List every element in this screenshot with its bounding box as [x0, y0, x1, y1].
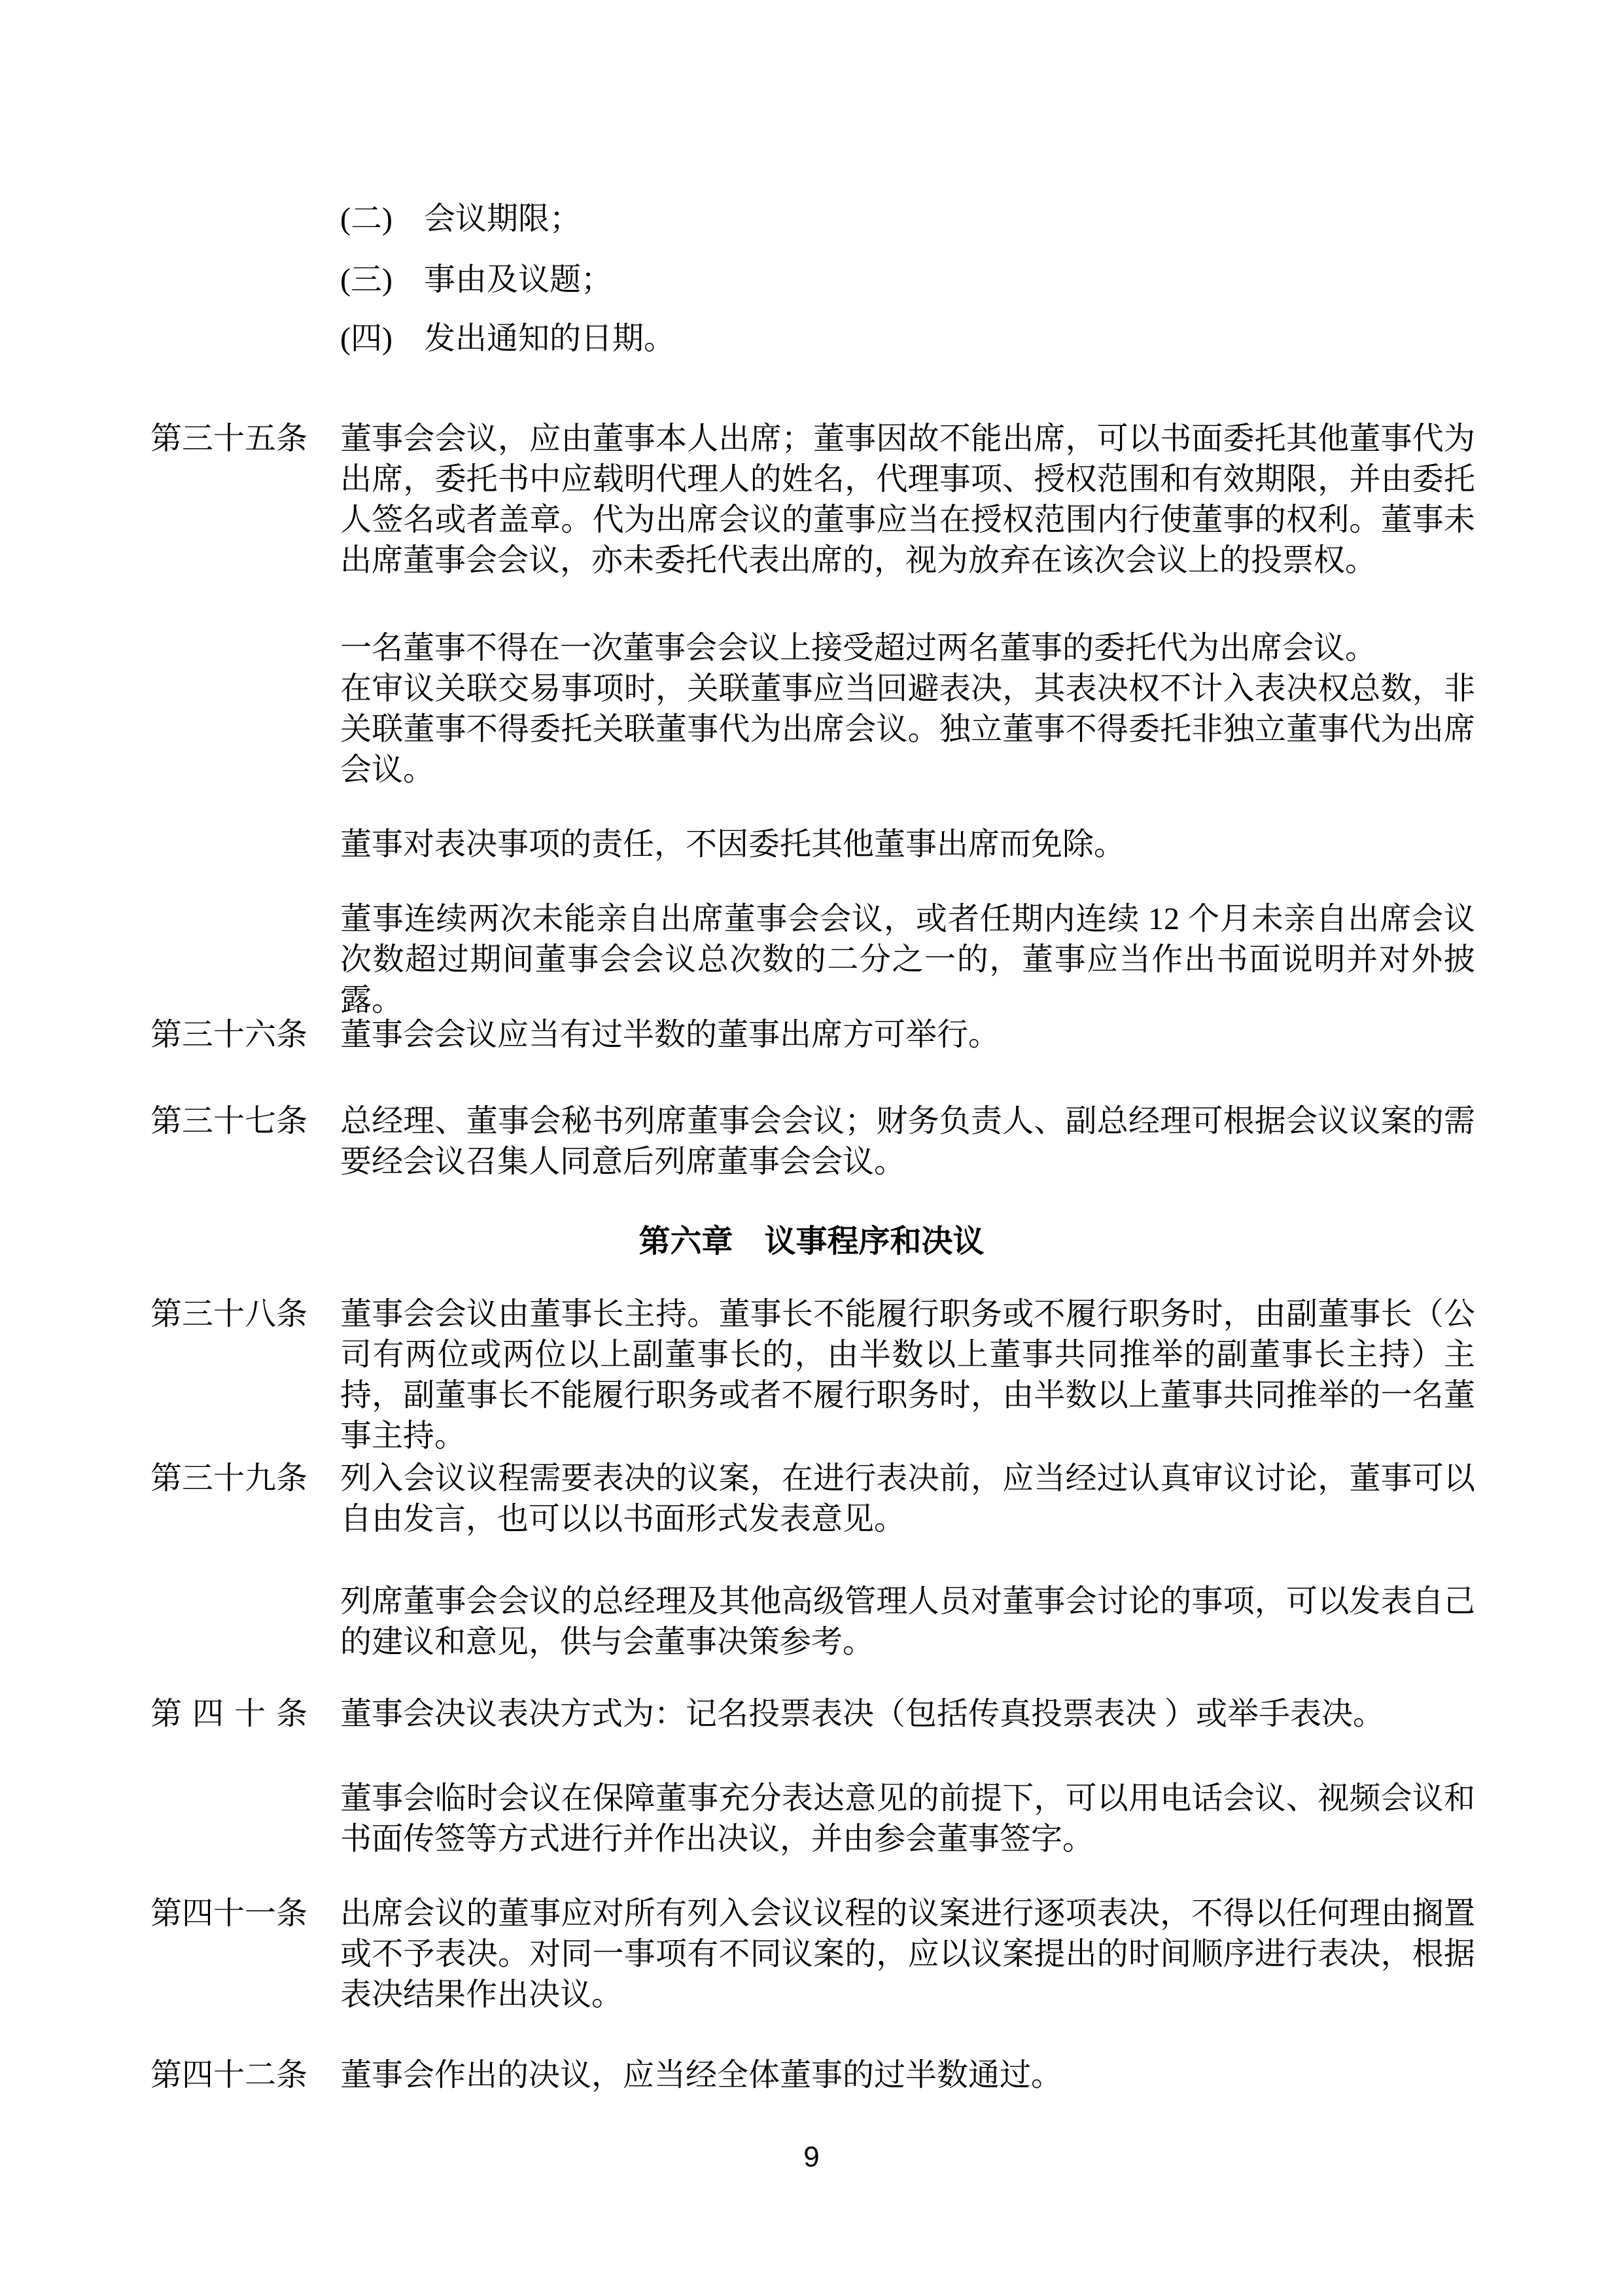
article-39-number: 第三十九条	[150, 1461, 308, 1496]
list-item-2: (二) 会议期限；	[340, 202, 581, 236]
article-39-paragraph-1: 列入会议议程需要表决的议案，在进行表决前，应当经过认真审议讨论，董事可以自由发言，也可以以书面形式发表意见。	[340, 1461, 1475, 1536]
article-36-paragraph-1: 董事会会议应当有过半数的董事出席方可举行。	[340, 1017, 1000, 1052]
article-35-paragraph-5: 董事连续两次未能亲自出席董事会会议，或者任期内连续 12 个月未亲自出席会议次数超过期间董事会会议总次数的二分之一的，董事应当作出书面说明并对外披露。	[340, 902, 1475, 1017]
article-39-paragraph-2: 列席董事会会议的总经理及其他高级管理人员对董事会讨论的事项，可以发表自己的建议和意见，供与会董事决策参考。	[340, 1584, 1475, 1659]
article-41-number: 第四十一条	[150, 1896, 308, 1931]
article-38-paragraph-1: 董事会会议由董事长主持。董事长不能履行职务或不履行职务时，由副董事长（公司有两位或两位以上副董事长的，由半数以上董事共同推举的副董事长主持）主持，副董事长不能履行职务或者不履行职务时，由半数以上董事共同推举的一名董事主持。	[340, 1297, 1475, 1453]
article-35-paragraph-4: 董事对表决事项的责任，不因委托其他董事出席而免除。	[340, 827, 1126, 862]
page-number: 9	[803, 2141, 820, 2173]
article-40-paragraph-1: 董事会决议表决方式为：记名投票表决（包括传真投票表决 ）或举手表决。	[340, 1697, 1385, 1731]
article-35-paragraph-2: 一名董事不得在一次董事会会议上接受超过两名董事的委托代为出席会议。	[340, 631, 1377, 665]
article-42-number: 第四十二条	[150, 2058, 308, 2093]
article-42-paragraph-1: 董事会作出的决议，应当经全体董事的过半数通过。	[340, 2058, 1063, 2093]
article-41-paragraph-1: 出席会议的董事应对所有列入会议议程的议案进行逐项表决，不得以任何理由搁置或不予表决。对同一事项有不同议案的，应以议案提出的时间顺序进行表决，根据表决结果作出决议。	[340, 1896, 1475, 2012]
article-37-paragraph-1: 总经理、董事会秘书列席董事会会议；财务负责人、副总经理可根据会议议案的需要经会议召集人同意后列席董事会会议。	[340, 1104, 1475, 1179]
article-40-paragraph-2: 董事会临时会议在保障董事充分表达意见的前提下，可以用电话会议、视频会议和书面传签等方式进行并作出决议，并由参会董事签字。	[340, 1781, 1475, 1856]
list-item-3: (三) 事由及议题；	[340, 262, 612, 297]
chapter-6-heading: 第六章 议事程序和决议	[638, 1224, 985, 1259]
article-35-paragraph-1: 董事会会议，应由董事本人出席；董事因故不能出席，可以书面委托其他董事代为出席，委托书中应载明代理人的姓名，代理事项、授权范围和有效期限，并由委托人签名或者盖章。代为出席会议的董事应当在授权范围内行使董事的权利。董事未出席董事会会议，亦未委托代表出席的，视为放弃在该次会议上的投票权。	[340, 421, 1475, 578]
article-37-number: 第三十七条	[150, 1104, 308, 1139]
article-35-paragraph-3: 在审议关联交易事项时，关联董事应当回避表决，其表决权不计入表决权总数，非关联董事不得委托关联董事代为出席会议。独立董事不得委托非独立董事代为出席会议。	[340, 671, 1475, 787]
list-item-4: (四) 发出通知的日期。	[340, 321, 675, 356]
article-35-number: 第三十五条	[150, 421, 308, 456]
article-38-number: 第三十八条	[150, 1297, 308, 1332]
article-36-number: 第三十六条	[150, 1017, 308, 1052]
article-40-number: 第四十条	[150, 1697, 307, 1731]
